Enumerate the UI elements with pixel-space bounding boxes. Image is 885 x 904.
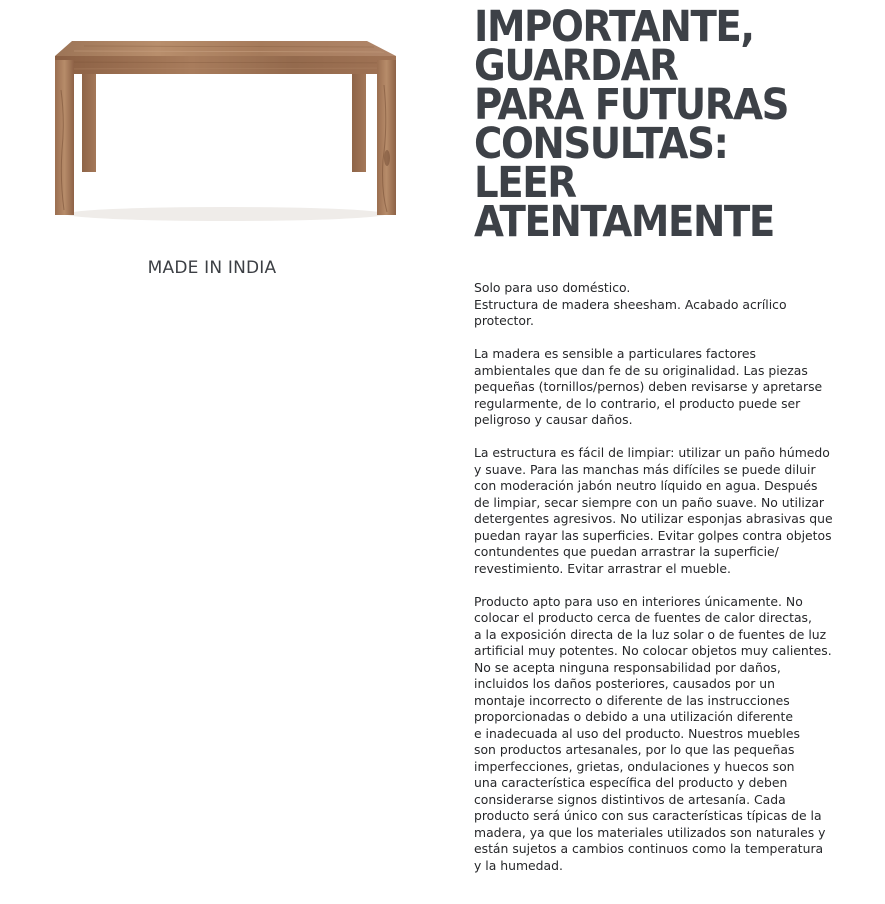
text-line: puedan rayar las superficies. Evitar golpes contra objetos [474, 527, 832, 543]
text-line: imperfecciones, grietas, ondulaciones y huecos son [474, 758, 795, 774]
wooden-table-image [44, 30, 406, 226]
paragraph-liability [474, 594, 859, 875]
text-line: regularmente, de lo contrario, el producto puede ser [474, 395, 801, 411]
warning-headline [474, 2, 870, 247]
text-line: ambientales que dan fe de su originalidad. Las piezas [474, 362, 808, 378]
text-line: e inadecuada al uso del producto. Nuestros muebles [474, 725, 800, 741]
headline-line: LEER [474, 158, 576, 208]
text-line: No se acepta ninguna responsabilidad por daños, [474, 659, 781, 675]
text-line: madera, ya que los materiales utilizados son naturales y [474, 824, 826, 840]
text-line: a la exposición directa de la luz solar o de fuentes de luz [474, 626, 827, 642]
headline-line: IMPORTANTE, [474, 2, 754, 52]
text-line: Estructura de madera sheesham. Acabado acrílico [474, 296, 787, 312]
text-line: detergentes agresivos. No utilizar esponjas abrasivas que [474, 511, 833, 526]
paragraph-usage [474, 280, 859, 330]
text-line: Solo para uso doméstico. [474, 280, 631, 295]
text-line: de limpiar, secar siempre con un paño suave. No utilizar [474, 494, 825, 510]
text-line: incluidos los daños posteriores, causados por un [474, 676, 775, 691]
headline-line: CONSULTAS: [474, 119, 728, 169]
text-line: colocar el producto cerca de fuentes de calor directas, [474, 610, 812, 625]
text-line: La madera es sensible a particulares factores [474, 346, 756, 361]
text-line: Producto apto para uso en interiores únicamente. No [474, 593, 803, 609]
text-line: una característica específica del producto y deben [474, 775, 788, 790]
text-line: con moderación jabón neutro líquido en agua. Después [474, 478, 818, 493]
text-line: artificial muy potentes. No colocar objetos muy calientes. [474, 643, 832, 658]
text-line: están sujetos a cambios continuos como la temperatura [474, 841, 824, 856]
text-line: protector. [474, 313, 534, 328]
text-line: contundentes que puedan arrastrar la superficie/ [474, 544, 779, 559]
text-line: considerarse signos distintivos de artesanía. Cada [474, 791, 786, 807]
text-line: La estructura es fácil de limpiar: utilizar un paño húmedo [474, 445, 830, 460]
text-line: peligroso y causar daños. [474, 412, 633, 427]
paragraph-cleaning [474, 445, 859, 577]
care-instructions [474, 280, 859, 891]
headline-line: PARA FUTURAS [474, 80, 789, 130]
headline-line: GUARDAR [474, 41, 678, 91]
headline-line: ATENTAMENTE [474, 197, 774, 247]
text-line: proporcionadas o debido a una utilización diferente [474, 709, 793, 724]
text-line: producto será único con sus características típicas de la [474, 808, 822, 823]
origin-label: MADE IN INDIA [147, 258, 277, 278]
text-line: son productos artesanales, por lo que las pequeñas [474, 742, 795, 757]
text-line: y la humedad. [474, 857, 563, 873]
text-line: revestimiento. Evitar arrastrar el mueble. [474, 560, 731, 576]
instructions-column [474, 2, 869, 873]
text-line: y suave. Para las manchas más difíciles se puede diluir [474, 461, 816, 477]
text-line: pequeñas (tornillos/pernos) deben revisarse y apretarse [474, 379, 823, 394]
text-line: montaje incorrecto o diferente de las instrucciones [474, 692, 790, 708]
paragraph-maintenance [474, 346, 859, 429]
